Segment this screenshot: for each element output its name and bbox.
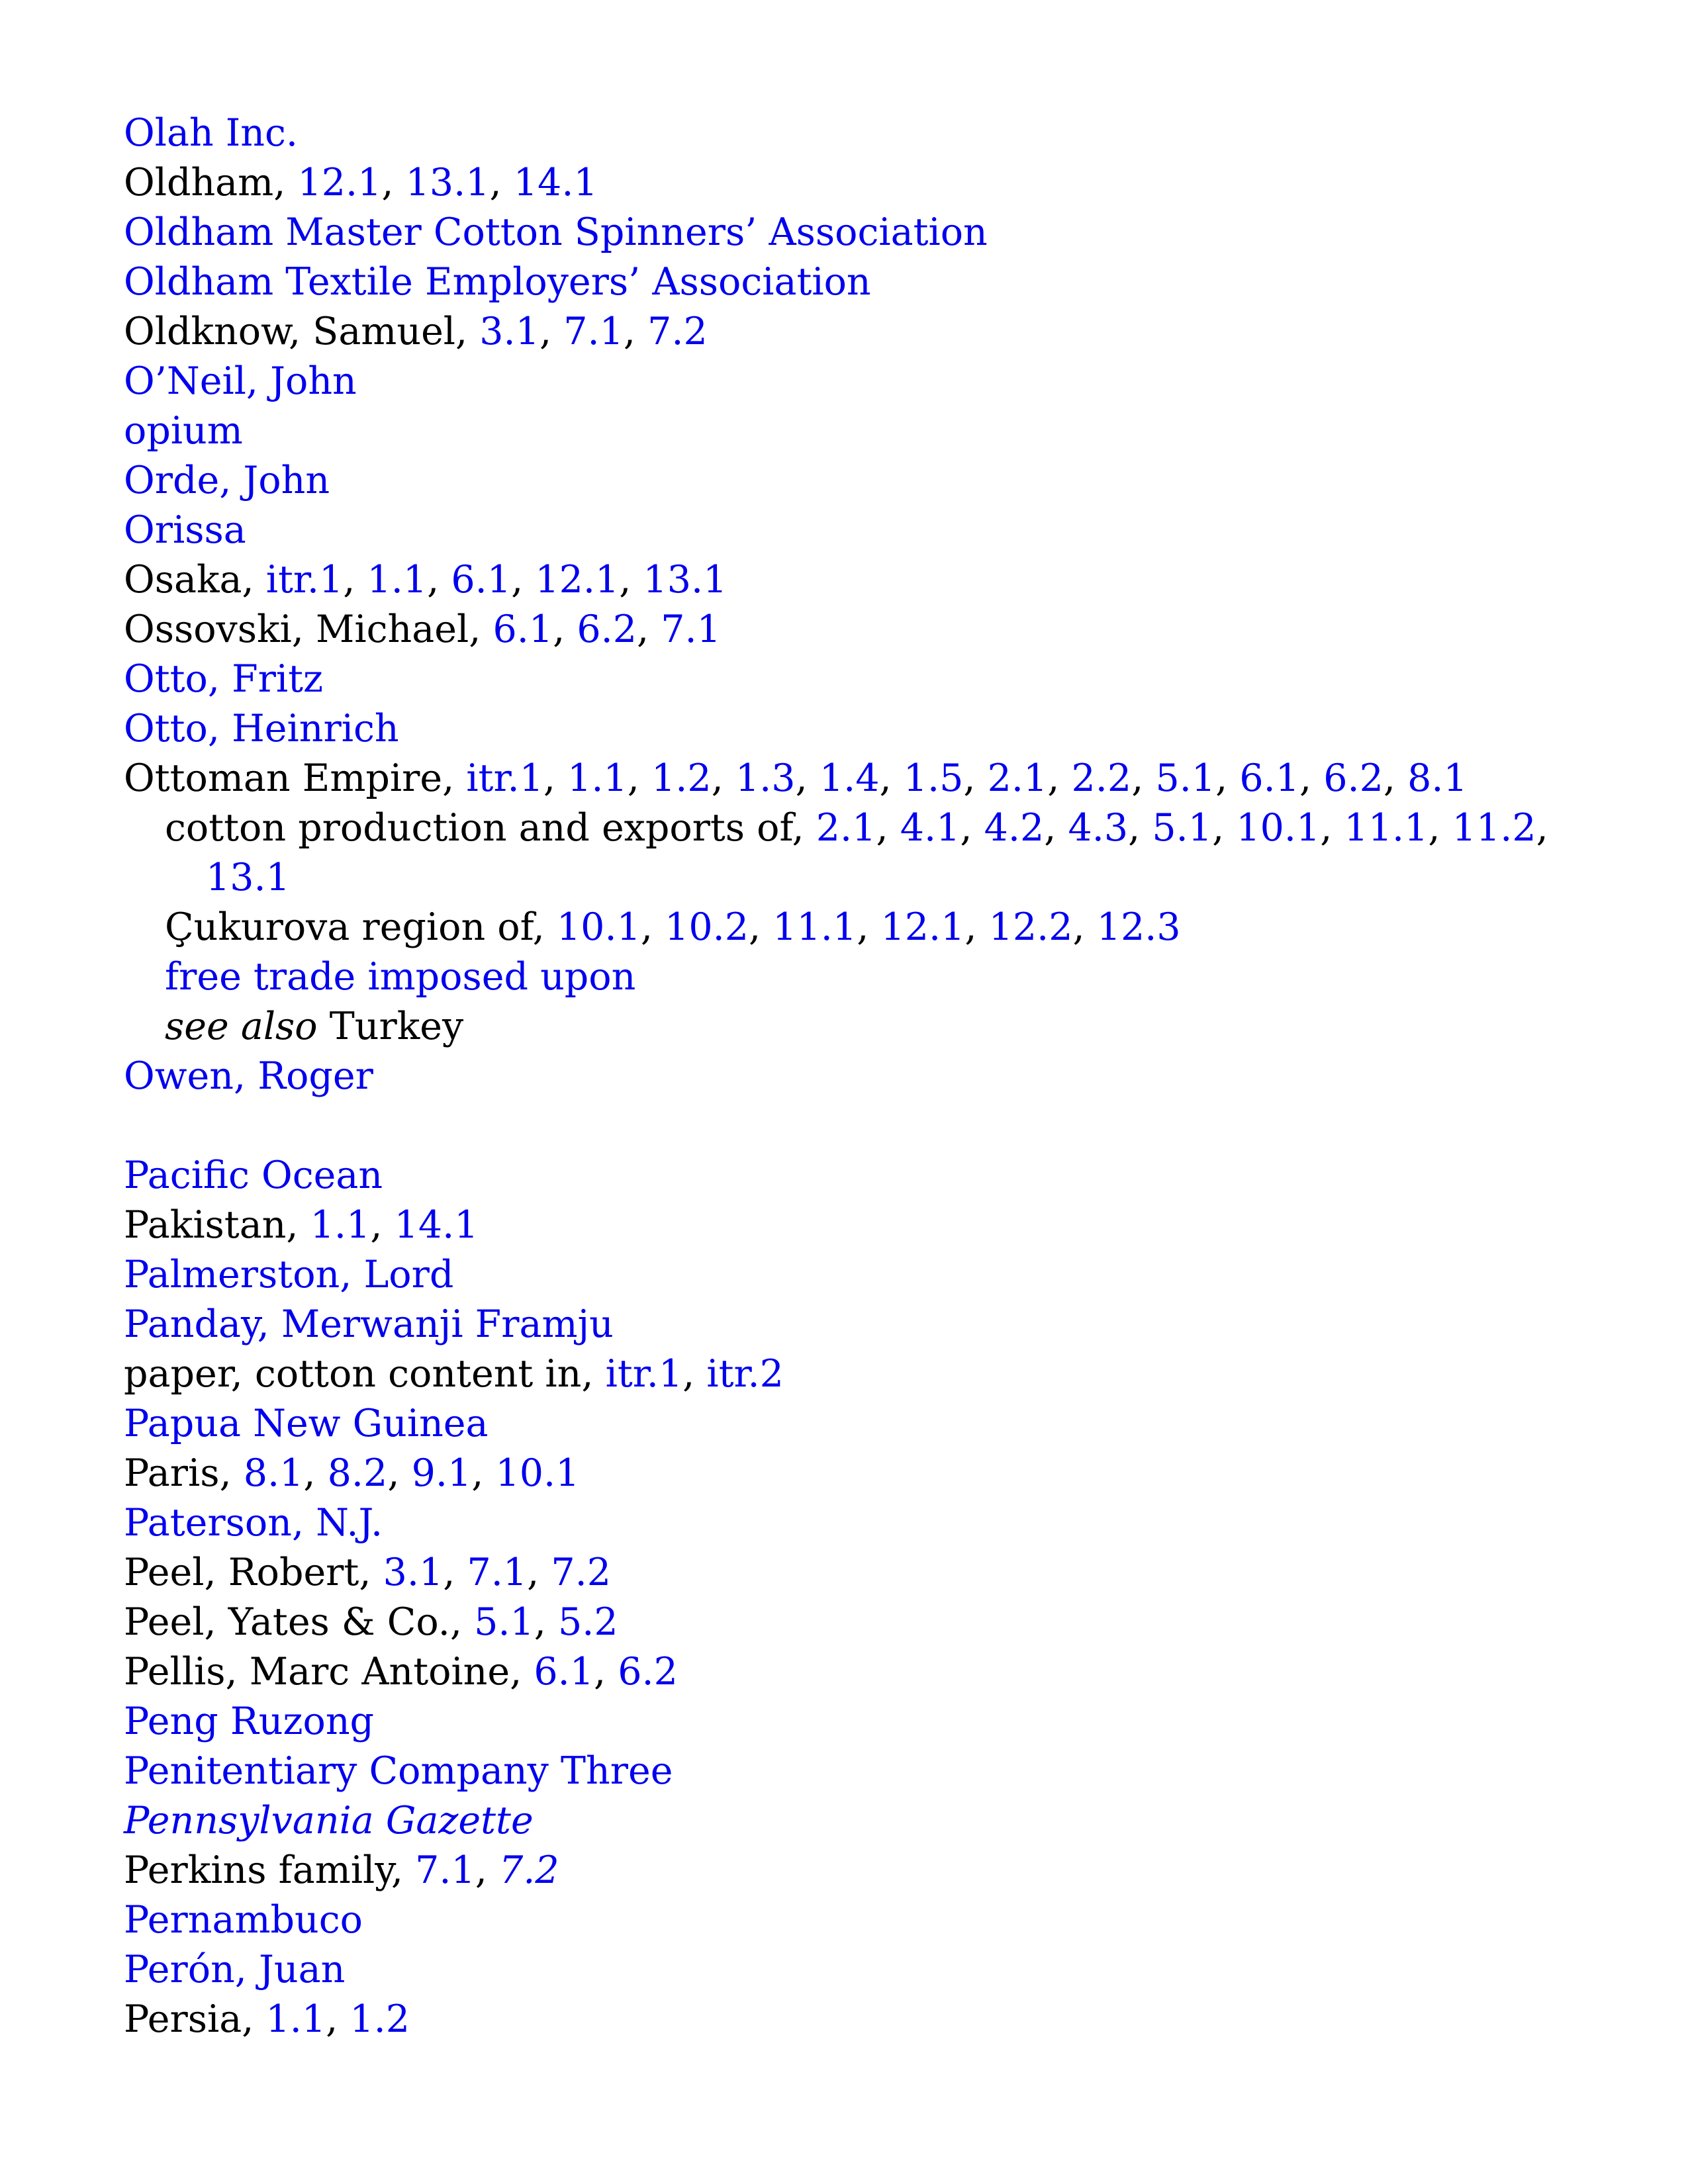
index-ref-link[interactable]: 10.1 <box>495 1451 580 1495</box>
index-term-link[interactable]: Peng Ruzong <box>124 1700 375 1743</box>
index-term-link[interactable]: Pernambuco <box>124 1898 363 1942</box>
index-ref-link[interactable]: 6.1 <box>1239 756 1299 800</box>
index-list <box>124 109 1580 2044</box>
index-term: Çukurova region of <box>165 905 533 949</box>
index-ref-link[interactable]: 2.2 <box>1071 756 1132 800</box>
index-entry <box>124 1945 1580 1995</box>
index-ref-link[interactable]: 12.1 <box>880 905 965 949</box>
index-ref-link[interactable]: 7.2 <box>647 310 708 353</box>
index-ref-link[interactable]: 6.2 <box>577 608 637 651</box>
index-ref-link[interactable]: 5.1 <box>1152 806 1213 850</box>
index-ref-link[interactable]: 5.2 <box>557 1600 618 1644</box>
index-entry: Persia, 1.1, 1.2 <box>124 1997 410 2041</box>
index-entry: Oldknow, Samuel, 3.1, 7.1, 7.2 <box>124 310 708 353</box>
index-entry <box>124 1747 1580 1796</box>
index-entry <box>124 704 1580 754</box>
index-ref-link[interactable]: 1.1 <box>367 558 428 602</box>
index-entry <box>124 1697 1580 1747</box>
index-entry: Osaka, itr.1, 1.1, 6.1, 12.1, 13.1 <box>124 558 727 602</box>
index-entry: Ossovski, Michael, 6.1, 6.2, 7.1 <box>124 608 721 651</box>
index-ref-link[interactable]: 11.2 <box>1452 806 1536 850</box>
index-entry <box>124 357 1580 406</box>
index-entry <box>124 1250 1580 1300</box>
index-ref-link[interactable]: 2.1 <box>987 756 1048 800</box>
index-entry: Ottoman Empire, itr.1, 1.1, 1.2, 1.3, 1.4, 1.5, 2.1, 2.2, 5.1, 6.1, 6.2, 8.1 <box>124 756 1468 800</box>
index-see-also <box>124 1002 1580 1052</box>
index-subentry <box>124 952 1580 1002</box>
index-entry <box>124 1895 1580 1945</box>
index-term-link[interactable]: Olah Inc. <box>124 111 299 155</box>
index-entry <box>124 109 1580 158</box>
index-ref-link[interactable]: 8.1 <box>243 1451 304 1495</box>
index-term-link[interactable]: Paterson, N.J. <box>124 1501 383 1545</box>
index-term: Oldknow, Samuel <box>124 310 456 353</box>
index-entry <box>124 1052 1580 1101</box>
index-term: Pellis, Marc Antoine <box>124 1650 510 1694</box>
index-ref-link[interactable]: 12.2 <box>988 905 1073 949</box>
index-term: Perkins family <box>124 1848 391 1892</box>
index-ref-link[interactable]: 1.4 <box>819 756 880 800</box>
index-ref-link[interactable]: 4.2 <box>984 806 1045 850</box>
index-term-link[interactable]: O’Neil, John <box>124 359 357 403</box>
index-term-link[interactable]: Oldham Master Cotton Spinners’ Association <box>124 210 988 254</box>
index-entry <box>124 1300 1580 1349</box>
index-ref-link[interactable]: 1.3 <box>735 756 796 800</box>
index-ref-link[interactable]: 1.1 <box>567 756 628 800</box>
index-subentry-continuation <box>124 853 1580 903</box>
index-entry <box>124 1796 1580 1846</box>
index-ref-link[interactable]: 6.1 <box>534 1650 594 1694</box>
index-term-link[interactable]: Papua New Guinea <box>124 1402 489 1445</box>
index-ref-link[interactable]: 7.1 <box>415 1848 475 1892</box>
index-subentry: Çukurova region of, 10.1, 10.2, 11.1, 12.1, 12.2, 12.3 <box>165 905 1181 949</box>
index-entry <box>124 506 1580 555</box>
index-ref-link[interactable]: 14.1 <box>394 1203 479 1247</box>
index-ref-link[interactable]: itr.2 <box>706 1352 784 1396</box>
index-ref-link[interactable]: 6.1 <box>451 558 512 602</box>
index-ref-link[interactable]: 10.1 <box>556 905 641 949</box>
index-entry: Paris, 8.1, 8.2, 9.1, 10.1 <box>124 1451 580 1495</box>
index-term-link[interactable]: opium <box>124 409 243 453</box>
index-ref-link[interactable]: 1.2 <box>651 756 712 800</box>
index-ref-link[interactable]: 5.1 <box>474 1600 534 1644</box>
index-term: paper, cotton content in <box>124 1352 582 1396</box>
index-ref-link[interactable]: 1.1 <box>265 1997 326 2041</box>
index-term-link[interactable]: Palmerston, Lord <box>124 1253 454 1297</box>
index-ref-link[interactable]: itr.1 <box>466 756 543 800</box>
index-ref-link[interactable]: 12.3 <box>1096 905 1181 949</box>
index-entry <box>124 406 1580 456</box>
index-ref-link[interactable]: 1.2 <box>350 1997 410 2041</box>
index-entry: Pakistan, 1.1, 14.1 <box>124 1203 479 1247</box>
index-term-link[interactable]: Oldham Textile Employers’ Association <box>124 260 871 304</box>
index-term: Persia <box>124 1997 242 2041</box>
index-term-link[interactable]: Pacific Ocean <box>124 1154 383 1197</box>
index-ref-link[interactable]: 4.3 <box>1068 806 1129 850</box>
index-ref-link[interactable]: 14.1 <box>513 161 598 205</box>
see-also-label: see also <box>165 1005 318 1048</box>
index-term: Peel, Yates & Co. <box>124 1600 450 1644</box>
index-entry: Peel, Robert, 3.1, 7.1, 7.2 <box>124 1551 612 1594</box>
index-term-link[interactable]: Owen, Roger <box>124 1054 373 1098</box>
index-ref-link[interactable]: 4.1 <box>900 806 961 850</box>
index-ref-link[interactable]: 8.2 <box>327 1451 388 1495</box>
index-term: Ossovski, Michael <box>124 608 469 651</box>
index-ref-link[interactable]: 13.1 <box>206 856 290 899</box>
index-term: Ottoman Empire <box>124 756 443 800</box>
index-ref-link[interactable]: 3.1 <box>383 1551 444 1594</box>
index-ref-link[interactable]: 6.1 <box>492 608 553 651</box>
index-ref-link[interactable]: 8.1 <box>1407 756 1468 800</box>
index-entry <box>124 456 1580 506</box>
index-entry: Peel, Yates & Co., 5.1, 5.2 <box>124 1600 618 1644</box>
index-entry <box>124 1399 1580 1449</box>
index-term: cotton production and exports of <box>165 806 792 850</box>
index-term-link[interactable]: Penitentiary Company Three <box>124 1749 673 1793</box>
index-term: Osaka <box>124 558 242 602</box>
index-entry: Perkins family, 7.1, 7.2 <box>124 1848 559 1892</box>
index-ref-link[interactable]: 1.5 <box>903 756 964 800</box>
index-ref-link[interactable]: 13.1 <box>405 161 490 205</box>
index-ref-link[interactable]: 1.1 <box>310 1203 371 1247</box>
see-also-target: Turkey <box>329 1005 464 1048</box>
index-ref-link[interactable]: 12.1 <box>297 161 382 205</box>
index-term-link[interactable]: Orissa <box>124 508 246 552</box>
index-entry <box>124 257 1580 307</box>
index-ref-link[interactable]: 13.1 <box>643 558 727 602</box>
index-ref-link[interactable]: 11.1 <box>1344 806 1429 850</box>
index-entry: Pellis, Marc Antoine, 6.1, 6.2 <box>124 1650 678 1694</box>
index-term-link[interactable]: Pennsylvania Gazette <box>124 1799 534 1843</box>
index-entry: Oldham, 12.1, 13.1, 14.1 <box>124 161 598 205</box>
index-ref-link[interactable]: 2.1 <box>816 806 876 850</box>
index-term-link[interactable]: Perón, Juan <box>124 1948 346 1991</box>
index-ref-link[interactable]: itr.1 <box>265 558 344 602</box>
index-entry <box>124 655 1580 704</box>
index-term: Paris <box>124 1451 220 1495</box>
index-entry <box>124 1151 1580 1201</box>
index-term: Peel, Robert <box>124 1551 359 1594</box>
index-ref-link[interactable]: 7.1 <box>563 310 624 353</box>
index-ref-link[interactable]: 9.1 <box>411 1451 472 1495</box>
index-ref-link[interactable]: 7.1 <box>661 608 721 651</box>
index-subentry: cotton production and exports of, 2.1, 4.1, 4.2, 4.3, 5.1, 10.1, 11.1, 11.2, <box>165 806 1548 850</box>
index-term-link[interactable]: Panday, Merwanji Framju <box>124 1302 614 1346</box>
index-ref-link[interactable]: 7.2 <box>499 1848 559 1892</box>
index-ref-link[interactable]: 5.1 <box>1155 756 1216 800</box>
index-ref-link[interactable]: 10.2 <box>665 905 749 949</box>
index-entry: paper, cotton content in, itr.1, itr.2 <box>124 1352 784 1396</box>
index-term-link[interactable]: Otto, Fritz <box>124 657 324 701</box>
index-ref-link[interactable]: 7.1 <box>467 1551 528 1594</box>
index-ref-link[interactable]: 10.1 <box>1236 806 1321 850</box>
index-term: Pakistan <box>124 1203 287 1247</box>
index-ref-link[interactable]: 7.2 <box>551 1551 612 1594</box>
index-entry <box>124 1498 1580 1548</box>
index-entry <box>124 208 1580 257</box>
index-ref-link[interactable]: itr.1 <box>605 1352 683 1396</box>
letter-group-separator <box>124 1101 1580 1151</box>
index-term: Oldham <box>124 161 274 205</box>
index-ref-link[interactable]: 11.1 <box>773 905 857 949</box>
index-ref-link[interactable]: 12.1 <box>535 558 620 602</box>
index-term-link[interactable]: Orde, John <box>124 459 330 502</box>
index-term-link[interactable]: free trade imposed upon <box>165 955 636 999</box>
index-ref-link[interactable]: 6.2 <box>1323 756 1383 800</box>
index-ref-link[interactable]: 6.2 <box>618 1650 678 1694</box>
index-ref-link[interactable]: 3.1 <box>479 310 539 353</box>
index-term-link[interactable]: Otto, Heinrich <box>124 707 399 751</box>
